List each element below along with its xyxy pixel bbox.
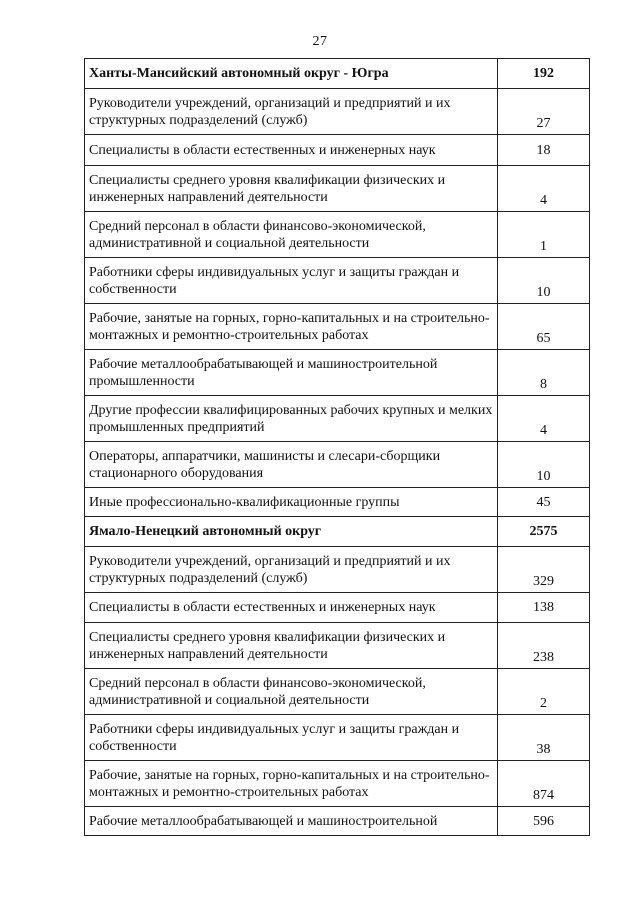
table-row <box>85 715 590 761</box>
table-row <box>85 135 590 166</box>
occupation-label: Рабочие, занятые на горных, горно-капитальных и на строительно-монтажных и ремонтно-строительных работах <box>85 761 498 807</box>
occupation-label: Средний персонал в области финансово-экономической, административной и социальной деятельности <box>85 669 498 715</box>
occupation-count: 2 <box>498 669 590 715</box>
occupation-count: 8 <box>498 350 590 396</box>
occupation-count: 329 <box>498 547 590 593</box>
occupation-count: 874 <box>498 761 590 807</box>
occupation-count: 27 <box>498 89 590 135</box>
table-row <box>85 350 590 396</box>
region-name: Ямало-Ненецкий автономный округ <box>85 517 498 547</box>
occupation-count: 238 <box>498 623 590 669</box>
occupation-count: 4 <box>498 396 590 442</box>
occupation-label: Другие профессии квалифицированных рабочих крупных и мелких промышленных предприятий <box>85 396 498 442</box>
table-row <box>85 593 590 623</box>
table-row <box>85 623 590 669</box>
table-row <box>85 304 590 350</box>
occupation-label: Средний персонал в области финансово-экономической, административной и социальной деятельности <box>85 212 498 258</box>
occupation-label: Специалисты среднего уровня квалификации физических и инженерных направлений деятельности <box>85 166 498 212</box>
region-name: Ханты-Мансийский автономный округ - Югра <box>85 59 498 89</box>
table-row <box>85 212 590 258</box>
occupation-label: Работники сферы индивидуальных услуг и защиты граждан и собственности <box>85 258 498 304</box>
occupation-count: 138 <box>498 593 590 623</box>
occupation-label: Рабочие металлообрабатывающей и машиностроительной промышленности <box>85 350 498 396</box>
occupation-label: Иные профессионально-квалификационные группы <box>85 488 498 517</box>
region-total: 192 <box>498 59 590 89</box>
table-row <box>85 488 590 517</box>
table-row <box>85 547 590 593</box>
occupation-label: Рабочие металлообрабатывающей и машиностроительной <box>85 807 498 836</box>
table-row <box>85 166 590 212</box>
occupation-label: Специалисты в области естественных и инженерных наук <box>85 135 498 166</box>
occupation-label: Руководители учреждений, организаций и предприятий и их структурных подразделений (служб) <box>85 89 498 135</box>
occupation-label: Работники сферы индивидуальных услуг и защиты граждан и собственности <box>85 715 498 761</box>
table-row <box>85 669 590 715</box>
table-row <box>85 442 590 488</box>
table-row <box>85 396 590 442</box>
table-row <box>85 807 590 836</box>
occupation-count: 596 <box>498 807 590 836</box>
occupation-label: Руководители учреждений, организаций и предприятий и их структурных подразделений (служб) <box>85 547 498 593</box>
occupation-count: 10 <box>498 258 590 304</box>
occupation-count: 65 <box>498 304 590 350</box>
occupation-label: Рабочие, занятые на горных, горно-капитальных и на строительно-монтажных и ремонтно-строительных работах <box>85 304 498 350</box>
occupation-label: Специалисты в области естественных и инженерных наук <box>85 593 498 623</box>
occupation-table <box>84 58 590 836</box>
occupation-count: 45 <box>498 488 590 517</box>
occupation-count: 4 <box>498 166 590 212</box>
table-row <box>85 258 590 304</box>
region-total: 2575 <box>498 517 590 547</box>
region-row <box>85 517 590 547</box>
occupation-count: 18 <box>498 135 590 166</box>
occupation-label: Специалисты среднего уровня квалификации физических и инженерных направлений деятельности <box>85 623 498 669</box>
page-number: 27 <box>312 34 328 49</box>
table-row <box>85 761 590 807</box>
occupation-count: 38 <box>498 715 590 761</box>
occupation-label: Операторы, аппаратчики, машинисты и слесари-сборщики стационарного оборудования <box>85 442 498 488</box>
table-row <box>85 89 590 135</box>
region-row <box>85 59 590 89</box>
occupation-count: 10 <box>498 442 590 488</box>
occupation-count: 1 <box>498 212 590 258</box>
